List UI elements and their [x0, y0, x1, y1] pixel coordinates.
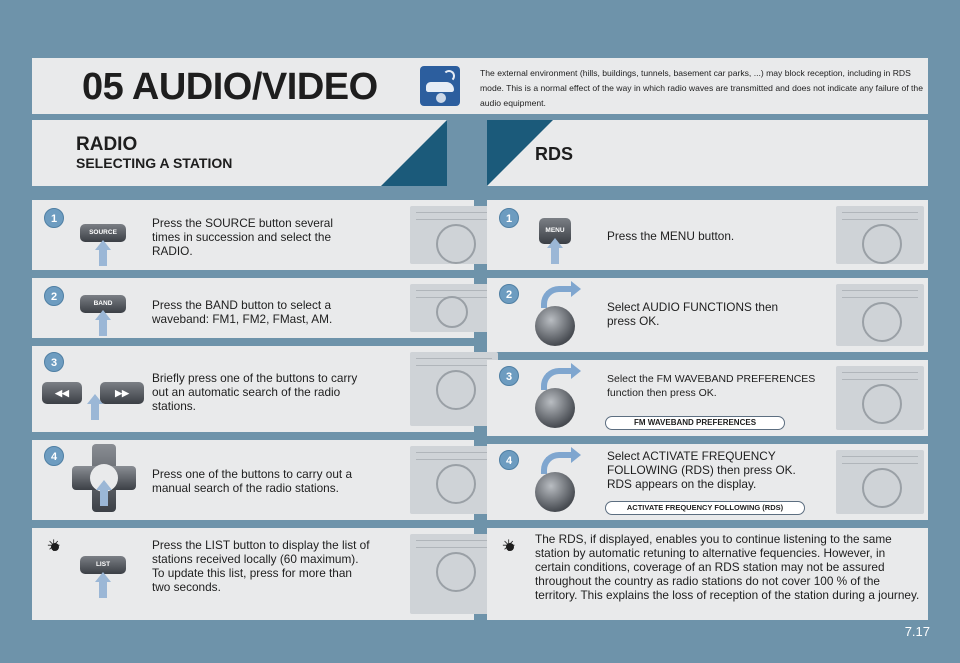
- car-radio-icon: [420, 66, 460, 106]
- radio-panel-image: [410, 206, 498, 264]
- press-arrow-icon: [96, 480, 112, 506]
- radio-banner: [32, 120, 447, 186]
- tip-icon: [501, 538, 519, 556]
- rotate-arrow-icon: [541, 368, 571, 390]
- radio-step-4: [32, 440, 474, 520]
- step-number-badge: 3: [44, 352, 64, 372]
- page-number: 7.17: [904, 624, 930, 639]
- step-number-badge: 1: [499, 208, 519, 228]
- rotate-arrow-icon: [541, 452, 571, 474]
- press-arrow-icon: [95, 572, 111, 598]
- radio-panel-image: [410, 284, 498, 332]
- rotary-knob-icon: [535, 388, 575, 428]
- step-text: Select ACTIVATE FREQUENCY FOLLOWING (RDS) then press OK. RDS appears on the display.: [607, 449, 796, 491]
- step-number-badge: 3: [499, 366, 519, 386]
- radio-panel-image: [410, 534, 498, 614]
- step-text: Select AUDIO FUNCTIONS then press OK.: [607, 300, 779, 328]
- step-number-badge: 1: [44, 208, 64, 228]
- radio-step-1: [32, 200, 474, 270]
- rotate-arrow-icon: [541, 286, 571, 308]
- section-title-rds: RDS: [535, 144, 574, 164]
- chapter-title: 05 AUDIO/VIDEO: [82, 66, 378, 108]
- source-button: SOURCE: [80, 224, 126, 242]
- press-arrow-icon: [95, 240, 111, 266]
- rds-step-4: [487, 444, 928, 520]
- step-text: Press one of the buttons to carry out a manual search of the radio stations.: [152, 467, 353, 495]
- radio-panel-image: [410, 352, 498, 426]
- list-button: LIST: [80, 556, 126, 574]
- step-text: Briefly press one of the buttons to carry out an automatic search of the radio stations.: [152, 371, 358, 413]
- step-number-badge: 2: [499, 284, 519, 304]
- radio-panel-image: [836, 450, 924, 514]
- band-button: BAND: [80, 295, 126, 313]
- radio-panel-image: [836, 206, 924, 264]
- radio-panel-image: [836, 284, 924, 346]
- step-text: Select the FM WAVEBAND PREFERENCES function then press OK.: [607, 373, 816, 399]
- step-text: Press the SOURCE button several times in succession and select the RADIO.: [152, 216, 333, 258]
- step-text: Press the MENU button.: [607, 229, 735, 243]
- radio-step-2: [32, 278, 474, 338]
- seek-down-button: ◀◀: [42, 382, 82, 404]
- fm-waveband-screen-label: FM WAVEBAND PREFERENCES: [605, 416, 785, 430]
- rds-step-3: [487, 360, 928, 436]
- rds-step-2: [487, 278, 928, 352]
- reception-note: The external environment (hills, buildings, tunnels, basement car parks, ...) may block reception, including in RDS mode. This is a normal effect of the way in which radio waves are transmitted and does not indicate any failure of the audio equipment.: [480, 68, 923, 108]
- step-number-badge: 4: [44, 446, 64, 466]
- step-text: Press the BAND button to select a waveband: FM1, FM2, FMast, AM.: [152, 298, 333, 326]
- chapter-header: [32, 58, 928, 114]
- rotary-knob-icon: [535, 306, 575, 346]
- frequency-following-screen-label: ACTIVATE FREQUENCY FOLLOWING (RDS): [605, 501, 805, 515]
- radio-panel-image: [410, 446, 498, 514]
- press-arrow-icon: [87, 394, 103, 420]
- section-title-radio: RADIO: [76, 134, 138, 155]
- menu-button: MENU: [539, 218, 571, 244]
- tip-text: The RDS, if displayed, enables you to continue listening to the same station by automatic retuning to alternative fequencies. However, in certain conditions, coverage of an RDS station may not be assured throughout the country as radio stations do not cover 100 % of the territory. This explains the loss of reception of the station during a journey.: [535, 532, 920, 602]
- list-tip: [32, 528, 474, 620]
- radio-panel-image: [836, 366, 924, 430]
- step-number-badge: 2: [44, 286, 64, 306]
- tip-icon: [46, 538, 64, 556]
- rds-banner: [487, 120, 928, 186]
- press-arrow-icon: [547, 238, 563, 264]
- radio-step-3: [32, 346, 474, 432]
- rds-step-1: [487, 200, 928, 270]
- seek-up-button: ▶▶: [100, 382, 144, 404]
- section-subtitle: SELECTING A STATION: [76, 155, 233, 171]
- rotary-knob-icon: [535, 472, 575, 512]
- rds-tip: [487, 528, 928, 620]
- step-number-badge: 4: [499, 450, 519, 470]
- tip-text: Press the LIST button to display the list of stations received locally (60 maximum). To update this list, press for more than two seconds.: [152, 538, 370, 594]
- press-arrow-icon: [95, 310, 111, 336]
